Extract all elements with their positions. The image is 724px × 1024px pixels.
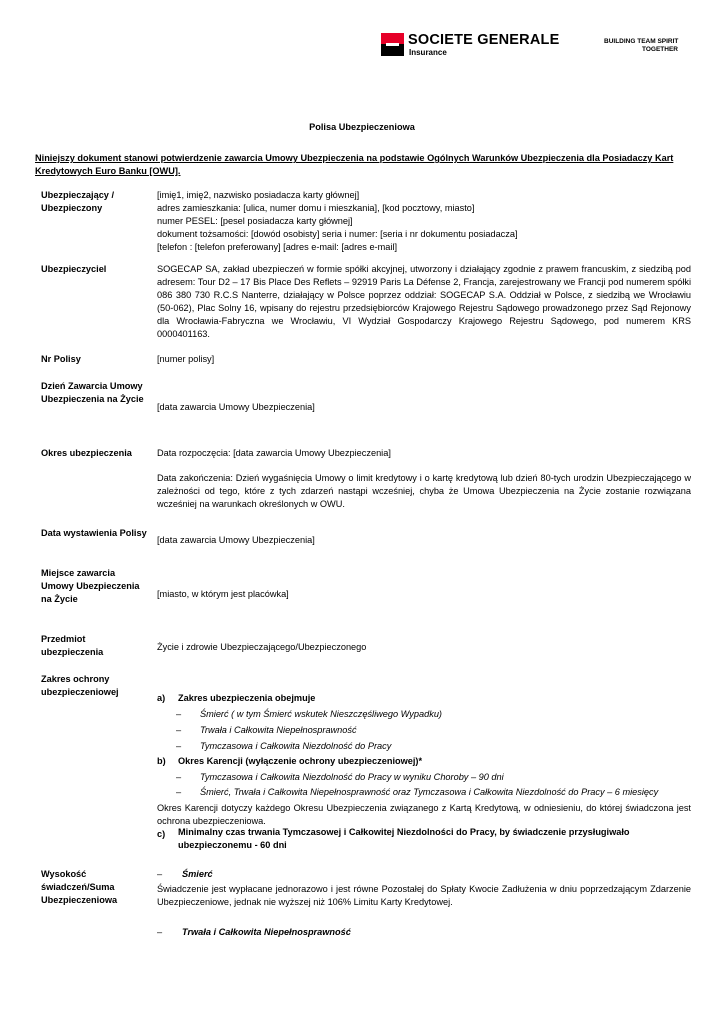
insured-id-line: dokument tożsamości: [dowód osobisty] seria i numer: [seria i nr dokumentu posiadacza]: [157, 229, 518, 239]
period-start: Data rozpoczęcia: [data zawarcia Umowy Ubezpieczenia]: [157, 448, 391, 458]
insured-address-line: adres zamieszkania: [ulica, numer domu i mieszkania], [kod pocztowy, miasto]: [157, 203, 475, 213]
scope-a-item-1: [176, 708, 442, 721]
benefit-disability-title: Trwała i Całkowita Niepełnosprawność: [182, 927, 351, 937]
benefit-death-text: Świadczenie jest wypłacane jednorazowo i jest równe Pozostałej do Spłaty Kwocie Zadłużenia w dniu poprzedzającym Zdarzenie Ubezpieczeniowe, jednak nie wyższej niż 106% Limitu Karty Kredytowej.: [157, 884, 691, 907]
scope-a-item-text: Tymczasowa i Całkowita Niezdolność do Pracy: [200, 741, 392, 751]
issue-date-value: [data zawarcia Umowy Ubezpieczenia]: [157, 535, 315, 545]
label-subject: Przedmiot ubezpieczenia: [41, 634, 104, 657]
slogan-line-2: TOGETHER: [642, 46, 678, 53]
brand-subtitle: Insurance: [409, 48, 447, 57]
label-conclusion-day: Dzień Zawarcia Umowy Ubezpieczenia na Życie: [41, 381, 144, 404]
policy-number-value: [numer polisy]: [157, 354, 215, 364]
scope-c-marker: c): [157, 829, 166, 839]
dash-marker: –: [176, 772, 182, 782]
scope-c-heading: [157, 826, 691, 852]
insured-name-line: [imię1, imię2, nazwisko posiadacza karty głównej]: [157, 190, 360, 200]
label-insurance-period: Okres ubezpieczenia: [41, 448, 132, 458]
logo-square-icon: [381, 33, 404, 56]
label-place: Miejsce zawarcia Umowy Ubezpieczenia na Życie: [41, 568, 140, 604]
scope-b-item-text: Śmierć, Trwała i Całkowita Niepełnosprawność oraz Tymczasowa i Całkowita Niezdolność do Pracy – 6 miesięcy: [200, 787, 659, 797]
period-end: Data zakończenia: Dzień wygaśnięcia Umowy o limit kredytowy i o kartę kredytową lub dzień 80-tych urodzin Ubezpieczającego w zależności od tego, które z tych zdarzeń nastąpi wcześniej, chyba że Umowa Ubezpieczenia na Życie zostanie rozwiązana wcześniej na warunkach określonych w OWU.: [157, 473, 691, 509]
insurer-text: SOGECAP SA, zakład ubezpieczeń w formie spółki akcyjnej, utworzony i działający zgodnie z prawem francuskim, z siedzibą pod adresem: Tour D2 – 17 Bis Place Des Reflets – 92919 Paris La Défense 2, Francja, zarejestrowany we Francji pod numerem spółki 086 380 730 R.C.S Nanterre, działający w Polsce poprzez oddział: SOGECAP S.A. Oddział w Polsce, z siedzibą we Wrocławiu (50-062), Plac Solny 16, wpisany do rejestru przedsiębiorców Krajowego Rejestru Sądowego prowadzonego przez Sąd Rejonowy dla Wrocławia-Fabryczna we Wrocławiu, VI Wydział Gospodarczy Krajowego Rejestru Sądowego, pod numerem KRS 0000401163.: [157, 264, 691, 339]
scope-b-item-2: [176, 786, 658, 799]
benefit-death-title: Śmierć: [182, 869, 213, 879]
document-title: Polisa Ubezpieczeniowa: [309, 122, 415, 132]
insured-pesel-line: numer PESEL: [pesel posiadacza karty głównej]: [157, 216, 353, 226]
dash-marker: –: [176, 787, 182, 797]
dash-marker: –: [157, 927, 163, 937]
scope-a-heading: [157, 692, 315, 705]
conclusion-day-value: [data zawarcia Umowy Ubezpieczenia]: [157, 402, 315, 412]
slogan-line-1: BUILDING TEAM SPIRIT: [604, 38, 679, 45]
label-policy-number: Nr Polisy: [41, 354, 81, 364]
scope-b-title: Okres Karencji (wyłączenie ochrony ubezpieczeniowej)*: [178, 756, 423, 766]
label-insurer: Ubezpieczyciel: [41, 264, 107, 274]
label-scope: Zakres ochrony ubezpieczeniowej: [41, 674, 119, 697]
scope-c-title: Minimalny czas trwania Tymczasowej i Całkowitej Niezdolności do Pracy, by świadczenie przysługiwało ubezpieczonemu - 60 dni: [178, 827, 630, 850]
label-insured: Ubezpieczający / Ubezpieczony: [41, 190, 115, 213]
benefit-death-heading: [157, 868, 213, 881]
scope-b-marker: b): [157, 756, 166, 766]
subject-value: Życie i zdrowie Ubezpieczającego/Ubezpieczonego: [157, 642, 367, 652]
scope-a-item-text: Śmierć ( w tym Śmierć wskutek Nieszczęśliwego Wypadku): [200, 709, 442, 719]
insured-details: [157, 189, 691, 254]
benefit-disability-heading: [157, 926, 351, 939]
brand-name: SOCIETE GENERALE: [408, 32, 560, 48]
scope-a-item-2: [176, 724, 357, 737]
scope-a-title: Zakres ubezpieczenia obejmuje: [178, 693, 316, 703]
label-issue-date: Data wystawienia Polisy: [41, 528, 147, 538]
document-intro: Niniejszy dokument stanowi potwierdzenie zawarcia Umowy Ubezpieczenia na podstawie Ogólnych Warunków Ubezpieczenia dla Posiadaczy Kart Kredytowych Euro Banku [OWU].: [35, 153, 674, 176]
scope-a-item-3: [176, 740, 391, 753]
societe-generale-logo: [381, 33, 561, 59]
place-value: [miasto, w którym jest placówka]: [157, 589, 289, 599]
slogan: [604, 38, 678, 54]
scope-a-marker: a): [157, 693, 166, 703]
dash-marker: –: [176, 725, 182, 735]
dash-marker: –: [157, 869, 163, 879]
scope-a-item-text: Trwała i Całkowita Niepełnosprawność: [200, 725, 357, 735]
scope-b-item-text: Tymczasowa i Całkowita Niezdolność do Pracy w wyniku Choroby – 90 dni: [200, 772, 504, 782]
scope-b-item-1: [176, 771, 504, 784]
dash-marker: –: [176, 741, 182, 751]
insured-contact-line: [telefon : [telefon preferowany] [adres e-mail: [adres e-mail]: [157, 242, 398, 252]
scope-b-note: Okres Karencji dotyczy każdego Okresu Ubezpieczenia związanego z Kartą Kredytową, w odniesieniu, do której świadczona jest ochrona ubezpieczeniowa.: [157, 803, 691, 826]
scope-b-heading: [157, 755, 422, 768]
dash-marker: –: [176, 709, 182, 719]
label-benefit: Wysokość świadczeń/Suma Ubezpieczeniowa: [41, 869, 118, 905]
